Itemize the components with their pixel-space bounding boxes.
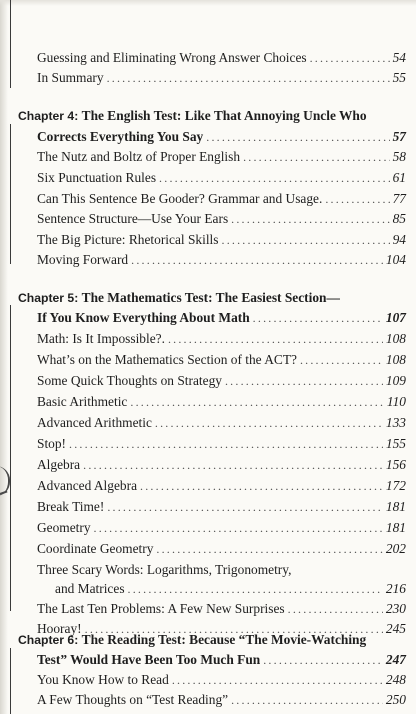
toc-entry-title: Coordinate Geometry (37, 541, 154, 556)
leader-dots (222, 233, 390, 248)
toc-entry[interactable] (37, 373, 406, 393)
toc-entry-title: Advanced Algebra (37, 478, 138, 493)
toc-entry[interactable] (37, 415, 406, 435)
toc-entry-page: 54 (392, 50, 406, 65)
toc-entry-title: A Few Thoughts on “Test Reading” (37, 692, 229, 707)
leader-dots (172, 673, 383, 688)
chapter-title-cont: Test” Would Have Been Too Much Fun (37, 652, 261, 667)
toc-entry[interactable] (37, 149, 406, 169)
chapter-title: The Reading Test: Because “The Movie-Watching (81, 632, 367, 647)
toc-entry[interactable] (37, 232, 406, 252)
toc-entry-title: Guessing and Eliminating Wrong Answer Choices (37, 50, 307, 65)
toc-entry-page: 133 (385, 415, 406, 430)
pen-mark (0, 466, 10, 496)
leader-dots (155, 416, 383, 431)
leader-dots (300, 353, 383, 368)
chapter-heading[interactable] (18, 290, 406, 310)
toc-entry-title: Can This Sentence Be Gooder? Grammar and Usage. (37, 191, 323, 206)
toc-entry-title: Three Scary Words: Logarithms, Trigonometry, (37, 562, 292, 577)
toc-entry[interactable] (37, 170, 406, 190)
toc-entry-title: Advanced Arithmetic (37, 415, 152, 430)
toc-entry[interactable] (37, 541, 406, 561)
toc-entry[interactable] (37, 457, 406, 477)
chapter-heading-cont[interactable] (37, 652, 406, 672)
leader-dots (253, 311, 383, 326)
toc-entry[interactable] (37, 352, 406, 372)
leader-dots (310, 51, 390, 66)
toc-entry-title: Stop! (37, 436, 67, 451)
toc-entry-page: 230 (385, 601, 406, 616)
toc-entry-page: 248 (385, 672, 406, 687)
toc-entry-page: 77 (392, 191, 406, 206)
left-margin-rule (10, 124, 11, 264)
toc-entry-title: The Nutz and Boltz of Proper English (37, 149, 241, 164)
toc-entry-page: 202 (385, 541, 406, 556)
toc-entry-page: 58 (392, 149, 406, 164)
leader-dots (231, 212, 389, 227)
toc-entry-page: 94 (392, 232, 406, 247)
toc-entry-page: 156 (385, 457, 406, 472)
left-margin-rule (10, 0, 11, 88)
toc-entry-page: 181 (385, 520, 406, 535)
toc-entry-multiline[interactable] (37, 562, 406, 582)
toc-entry-title: In Summary (37, 70, 104, 85)
toc-entry[interactable] (37, 499, 406, 519)
leader-dots (131, 253, 383, 268)
toc-entry-page: 216 (385, 581, 406, 596)
left-margin-rule (10, 648, 11, 714)
leader-dots (231, 693, 383, 708)
chapter-title-cont: If You Know Everything About Math (37, 310, 250, 325)
toc-entry-title: Math: Is It Impossible?. (37, 331, 165, 346)
toc-entry[interactable] (37, 394, 406, 414)
leader-dots (159, 171, 390, 186)
toc-entry[interactable] (37, 692, 406, 712)
toc-entry-title: Six Punctuation Rules (37, 170, 157, 185)
toc-entry-page: 245 (385, 621, 406, 636)
toc-entry-title: The Last Ten Problems: A Few New Surprises (37, 601, 285, 616)
chapter-label: Chapter 5: (18, 291, 79, 305)
toc-entry-page: 108 (385, 352, 406, 367)
leader-dots (107, 500, 383, 515)
chapter-heading-cont[interactable] (37, 310, 406, 330)
leader-dots (168, 332, 383, 347)
leader-dots (69, 437, 383, 452)
toc-entry-title-cont: and Matrices (55, 581, 125, 596)
page-top-edge (0, 0, 416, 6)
leader-dots (325, 192, 389, 207)
chapter-title: The Mathematics Test: The Easiest Section— (81, 290, 340, 305)
toc-entry-page: 108 (385, 331, 406, 346)
toc-entry-page: 61 (392, 170, 406, 185)
toc-entry[interactable] (37, 520, 406, 540)
chapter-label: Chapter 6: (18, 633, 79, 647)
toc-entry-title: Some Quick Thoughts on Strategy (37, 373, 222, 388)
toc-entry[interactable] (37, 252, 406, 272)
toc-entry[interactable] (37, 50, 406, 70)
toc-entry-title: Geometry (37, 520, 91, 535)
toc-entry[interactable] (37, 672, 406, 692)
chapter-page: 57 (392, 129, 406, 144)
toc-entry[interactable] (37, 601, 406, 621)
toc-entry-title: Moving Forward (37, 252, 129, 267)
chapter-heading[interactable] (18, 108, 406, 128)
toc-entry-title: Break Time! (37, 499, 105, 514)
leader-dots (156, 542, 383, 557)
chapter-page: 107 (385, 310, 406, 325)
toc-entry[interactable] (37, 70, 406, 90)
toc-entry-title: You Know How to Read (37, 672, 169, 687)
toc-entry[interactable] (37, 191, 406, 211)
leader-dots (243, 150, 390, 165)
chapter-heading-cont[interactable] (37, 129, 406, 149)
chapter-label: Chapter 4: (18, 109, 79, 123)
toc-entry-page: 109 (385, 373, 406, 388)
chapter-title-cont: Corrects Everything You Say (37, 129, 204, 144)
toc-entry[interactable] (37, 436, 406, 456)
toc-entry-page: 250 (385, 692, 406, 707)
chapter-title: The English Test: Like That Annoying Uncle Who (81, 108, 367, 123)
leader-dots (288, 602, 383, 617)
leader-dots (94, 521, 383, 536)
toc-entry-page: 110 (386, 394, 406, 409)
leader-dots (83, 458, 383, 473)
toc-entry-title: Hooray! (37, 621, 82, 636)
toc-entry-title: The Big Picture: Rhetorical Skills (37, 232, 219, 247)
toc-entry-page: 85 (392, 211, 406, 226)
leader-dots (263, 653, 383, 668)
toc-entry-page: 172 (385, 478, 406, 493)
leader-dots (128, 582, 383, 597)
leader-dots (206, 130, 389, 145)
toc-entry-page: 181 (385, 499, 406, 514)
toc-entry[interactable] (37, 211, 406, 231)
binding-shadow (0, 0, 8, 714)
leader-dots (107, 71, 390, 86)
leader-dots (225, 374, 383, 389)
toc-entry-title: What’s on the Mathematics Section of the ACT? (37, 352, 297, 367)
chapter-page: 247 (385, 652, 406, 667)
toc-entry[interactable] (37, 331, 406, 351)
toc-entry[interactable] (37, 478, 406, 498)
toc-entry-title: Sentence Structure—Use Your Ears (37, 211, 229, 226)
leader-dots (140, 479, 383, 494)
toc-entry-page: 55 (392, 70, 406, 85)
chapter-heading[interactable] (18, 632, 406, 652)
left-margin-rule (10, 305, 11, 611)
toc-entry-page: 155 (385, 436, 406, 451)
leader-dots (130, 395, 384, 410)
toc-entry-title: Basic Arithmetic (37, 394, 128, 409)
toc-entry-title: Algebra (37, 457, 81, 472)
toc-entry-page: 104 (385, 252, 406, 267)
toc-entry-multiline-cont[interactable] (55, 581, 406, 601)
